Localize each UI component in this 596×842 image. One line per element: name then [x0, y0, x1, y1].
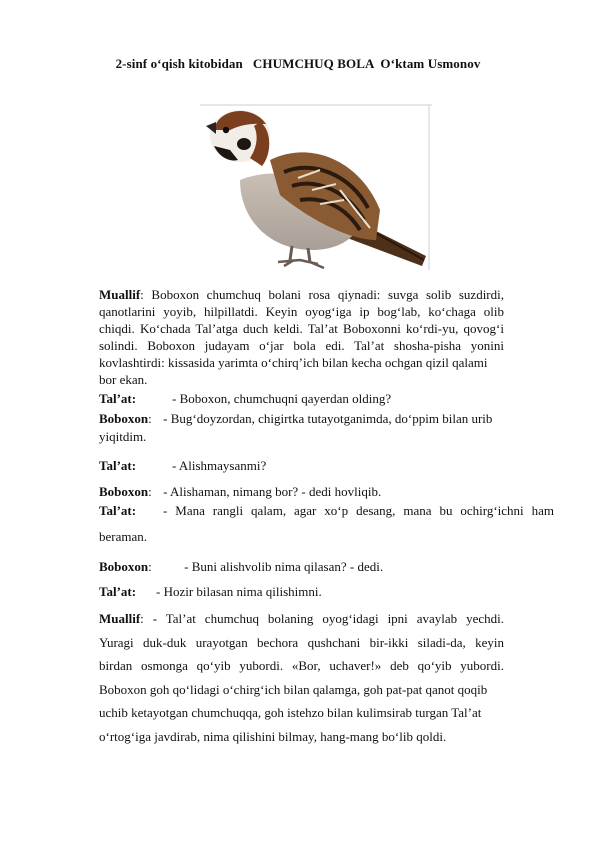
- speaker-label: Boboxon: [99, 559, 149, 574]
- speaker-colon: :: [148, 411, 152, 426]
- narration-line: qanotlarini yoyib, hilpillatdi. Keyin oyog‘iga ip bog‘lab, ko‘chaga olib: [99, 304, 504, 319]
- speaker-label: Tal’at:: [99, 458, 137, 473]
- speaker-label: Boboxon: [99, 411, 149, 426]
- sparrow-illustration: [200, 100, 432, 272]
- speaker-label: Tal’at:: [99, 503, 137, 518]
- narration-line: Boboxon goh qo‘lidagi o‘chirg‘ich bilan qalamga, goh pat-pat qanot qoqib: [99, 681, 488, 697]
- dialogue-line: [99, 502, 554, 519]
- dialogue-text: - Boboxon, chumchuqni qayerdan olding?: [172, 391, 392, 406]
- dialogue-line: [99, 390, 391, 407]
- narration-line: uchib ketayotgan chumchuqqa, goh istehzo bilan kulimsirab turgan Tal’at: [99, 705, 482, 720]
- dialogue-line: [99, 483, 381, 500]
- narration-line: o‘rtog‘iga javdirab, nima qilishini bilmay, hang-mang bo‘lib qoldi.: [99, 728, 447, 744]
- narration-line: birdan osmonga qo‘yib yubordi. «Bor, uchaver!» deb qo‘yib yubordi.: [99, 658, 504, 673]
- narration-line: Yuragi duk-duk urayotgan bechora qushchani bir-ikki siladi-da, keyin: [99, 634, 504, 650]
- dialogue-line: [99, 583, 322, 600]
- dialogue-line: [99, 410, 492, 427]
- narration-line: : Boboxon chumchuq bolani rosa qiynadi: suvga solib suzdirdi,: [140, 287, 504, 302]
- speaker-label: Boboxon: [99, 484, 149, 499]
- speaker-label: Tal’at:: [99, 391, 137, 406]
- dialogue-continuation: yiqitdim.: [99, 429, 147, 444]
- dialogue-text: - Bug‘doyzordan, chigirtka tutayotganimda, do‘ppim bilan urib: [163, 411, 493, 426]
- speaker-label: Muallif: [99, 287, 141, 302]
- dialogue-text: - Buni alishvolib nima qilasan? - dedi.: [184, 559, 384, 574]
- dialogue-line: [99, 558, 383, 575]
- narration-paragraph-2: [99, 607, 504, 748]
- speaker-label: Tal’at:: [99, 584, 137, 599]
- narration-line: chiqdi. Ko‘chada Tal’atga duch keldi. Tal’at Boboxonni ko‘rdi-yu, qovog‘i: [99, 321, 504, 336]
- speaker-colon: :: [148, 559, 152, 574]
- narration-paragraph-1: [99, 286, 504, 388]
- narration-line: : - Tal’at chumchuq bolaning oyog‘idagi ipni avaylab yechdi.: [140, 611, 504, 626]
- page-title: 2-sinf o‘qish kitobidan CHUMCHUQ BOLA O‘ktam Usmonov: [115, 56, 481, 71]
- dialogue-text: - Mana rangli qalam, agar xo‘p desang, mana bu ochirg‘ichni ham: [163, 503, 554, 518]
- dialogue-continuation: beraman.: [99, 529, 148, 544]
- narration-line: bor ekan.: [99, 372, 148, 387]
- dialogue-text: - Alishmaysanmi?: [172, 458, 267, 473]
- dialogue-line: [99, 457, 266, 474]
- speaker-colon: :: [148, 484, 152, 499]
- dialogue-text: - Alishaman, nimang bor? - dedi hovliqib.: [163, 484, 382, 499]
- narration-line: solindi. Boboxon judayam o‘jar bola edi. Tal’at shosha-pisha yonini: [99, 338, 504, 353]
- dialogue-text: - Hozir bilasan nima qilishimni.: [156, 584, 322, 599]
- narration-line: kovlashtirdi: kissasida yarimta o‘chirq’ich bilan kecha ochgan qizil qalami: [99, 355, 488, 370]
- speaker-label: Muallif: [99, 611, 141, 626]
